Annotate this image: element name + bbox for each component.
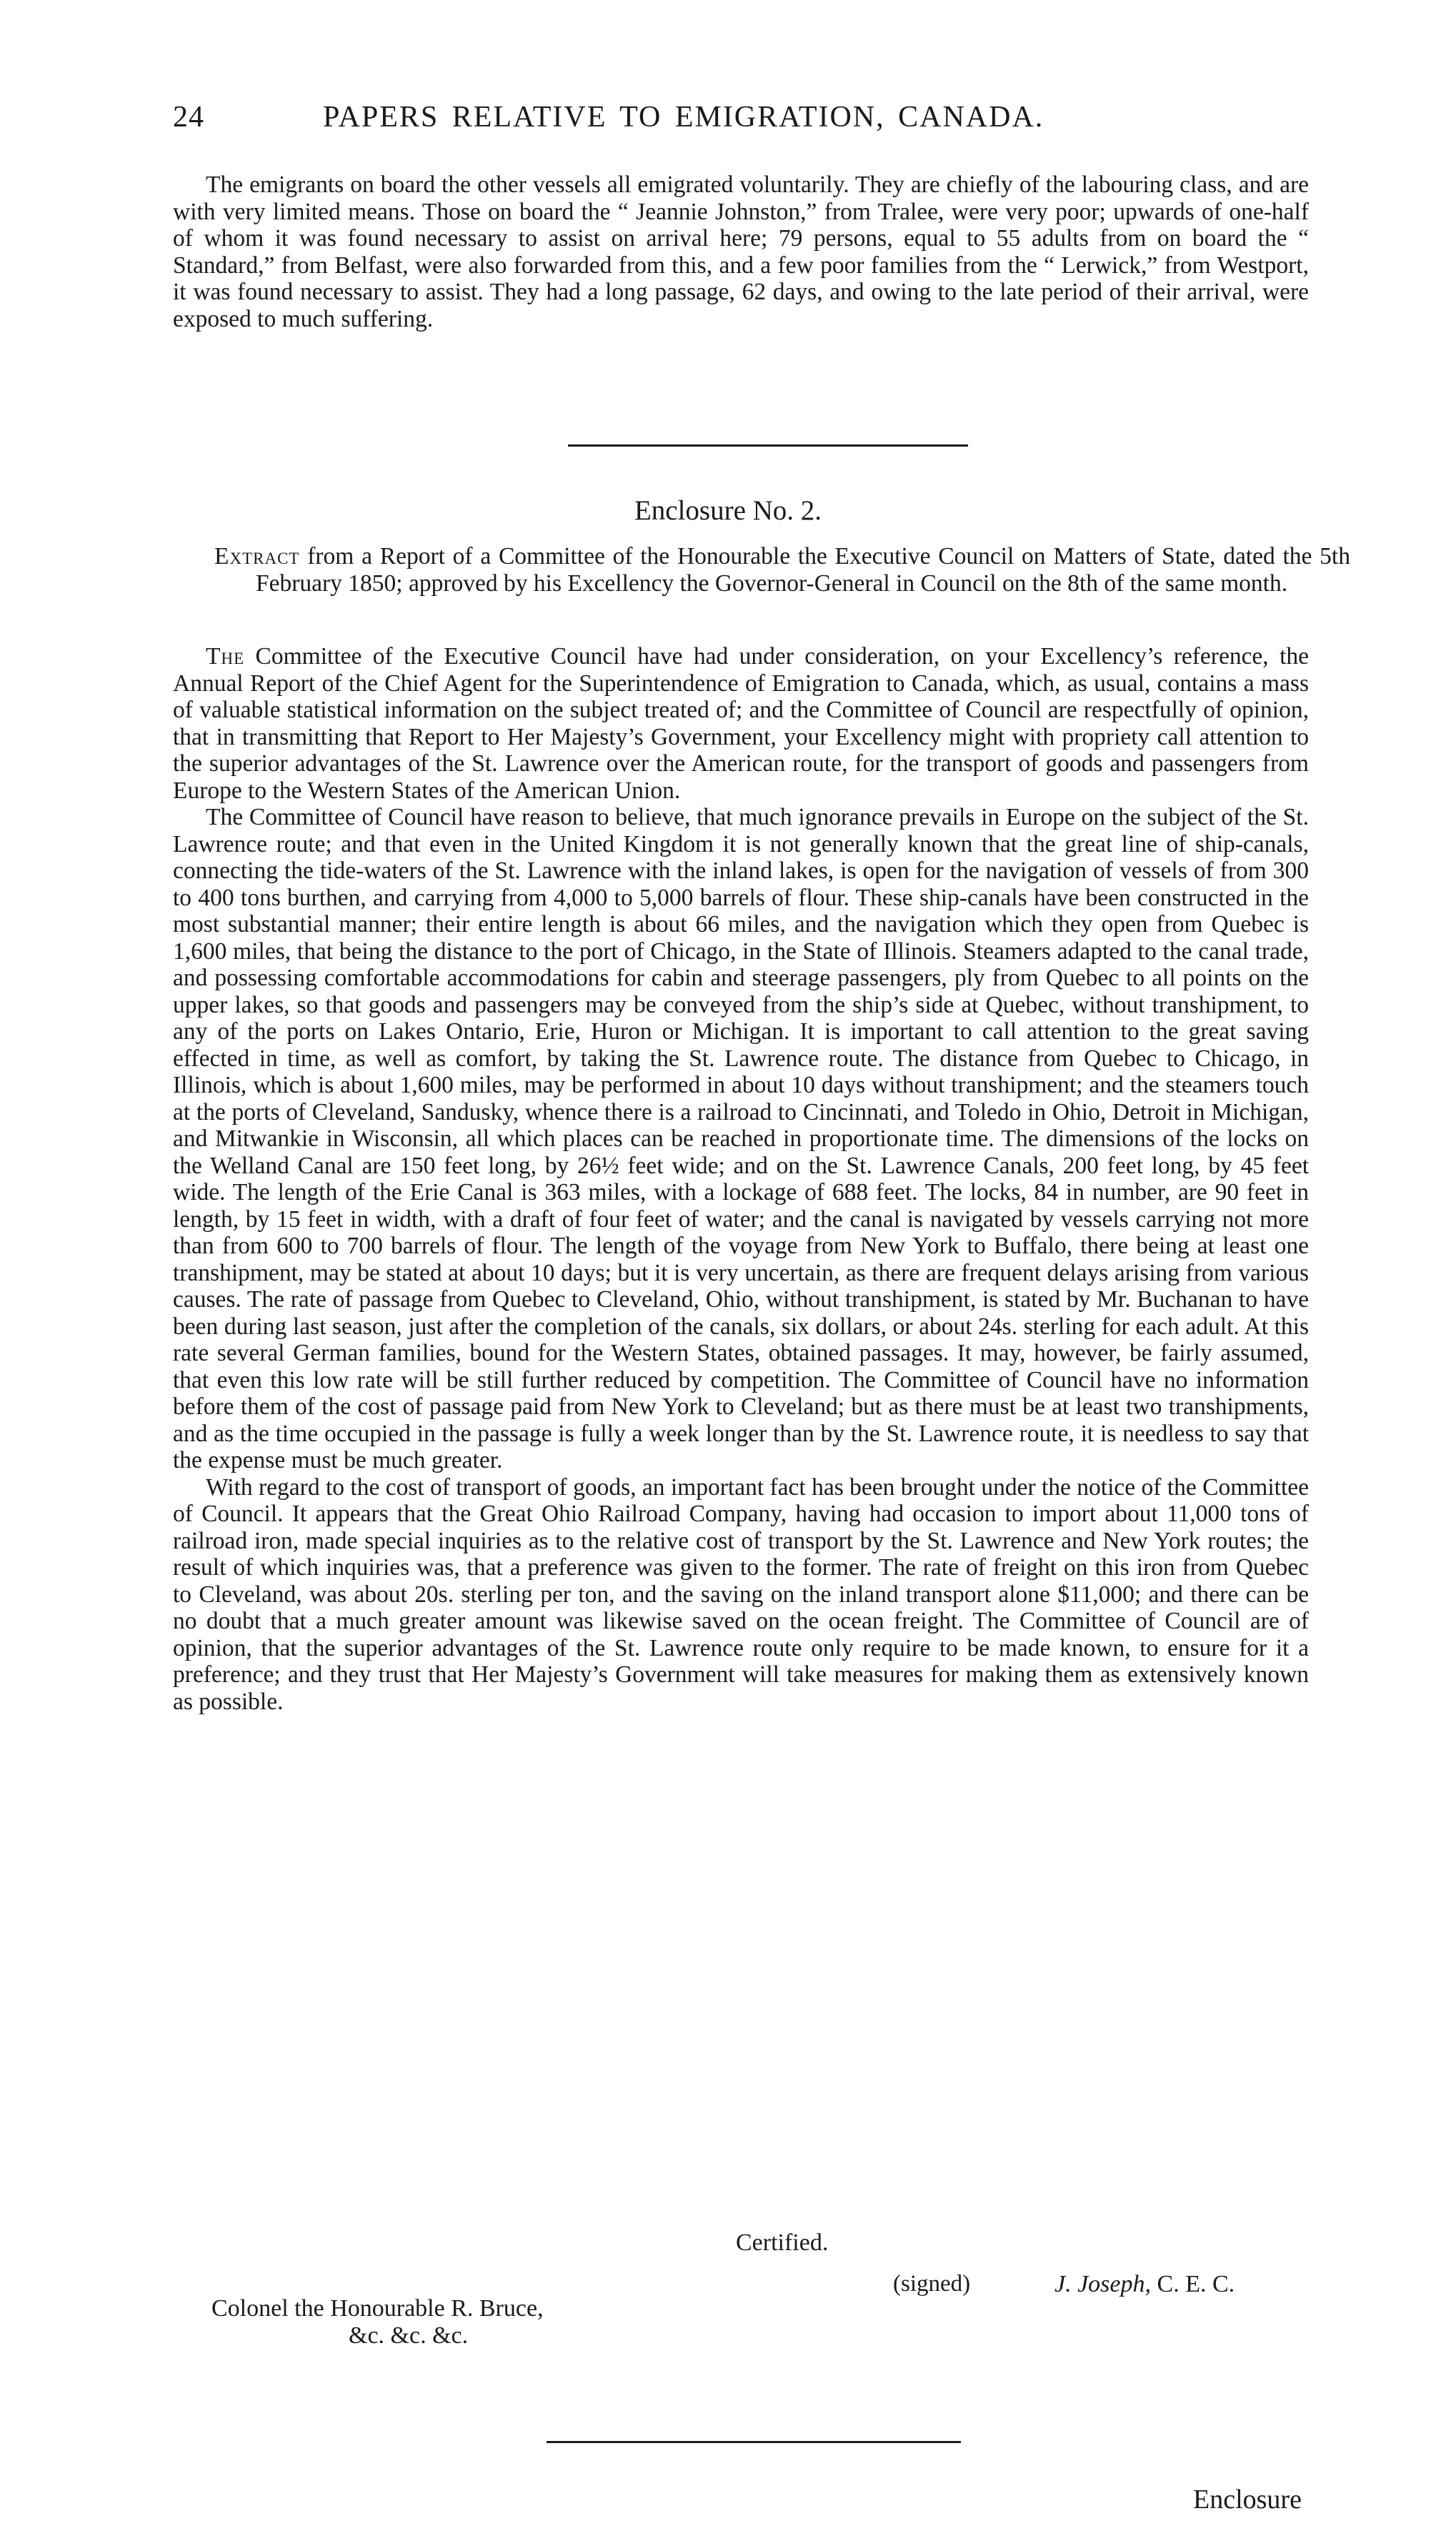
report-paragraph-2: The Committee of Council have reason to believe, that much ignorance prevails in Europe on the subject of the St. Lawrence route; and that even in the United Kingdom it is not generally known that the great line of ship-canals, connecting the tide-waters of the St. Lawrence with the inland lakes, is open for the navigation of vessels of from 300 to 400 tons burthen, and carrying from 4,000 to 5,000 barrels of flour. These ship-canals have been constructed in the most substantial manner; their entire length is about 66 miles, and the navigation which they open from Quebec is 1,600 miles, that being the distance to the port of Chicago, in the State of Illinois. Steamers adapted to the canal trade, and possessing comfortable accommodations for cabin and steerage passengers, ply from Quebec to all points on the upper lakes, so that goods and passengers may be conveyed from the ship’s side at Quebec, without transhipment, to any of the ports on Lakes Ontario, Erie, Huron or Michigan. It is important to call attention to the great saving effected in time, as well as comfort, by taking the St. Lawrence route. The distance from Quebec to Chicago, in Illinois, which is about 1,600 miles, may be performed in about 10 days without transhipment; and the steamers touch at the ports of Cleveland, Sandusky, whence there is a railroad to Cincinnati, and Toledo in Ohio, Detroit in Michigan, and Mitwankie in Wisconsin, all which places can be reached in proportionate time. The dimensions of the locks on the Welland Canal are 150 feet long, by 26½ feet wide; and on the St. Lawrence Canals, 200 feet long, by 45 feet wide. The length of the Erie Canal is 363 miles, with a lockage of 688 feet. The locks, 84 in number, are 90 feet in length, by 15 feet in width, with a draft of four feet of water; and the canal is navigated by vessels carrying not more than from 600 to 700 barrels of flour. The length of the voyage from New York to Buffalo, there being at least one transhipment, may be stated at about 10 days; but it is very uncertain, as there are frequent delays arising from various causes. The rate of passage from Quebec to Cleveland, Ohio, without transhipment, is stated by Mr. Buchanan to have been during last season, just after the completion of the canals, six dollars, or about 24s. sterling for each adult. At this rate several German families, bound for the Western States, obtained passages. It may, however, be fairly assumed, that even this low rate will be still further reduced by competition. The Committee of Council have no information before them of the cost of passage paid from New York to Cleveland; but as there must be at least two transhipments, and as the time occupied in the passage is fully a week longer than by the St. Lawrence route, it is needless to say that the expense must be much greater.: [173, 804, 1309, 1473]
section-divider-bottom: [547, 2441, 961, 2443]
page-header: [173, 100, 1309, 143]
page-number: 24: [173, 101, 204, 134]
running-title: PAPERS RELATIVE TO EMIGRATION, CANADA.: [323, 101, 1044, 134]
extract-text: from a Report of a Committee of the Honourable the Executive Council on Matters of State, dated the 5th February 1850; approved by his Excellency the Governor-General in Council on the 8th of the same month.: [256, 543, 1350, 597]
section-divider: [568, 444, 968, 447]
signatory-name: J. Joseph,: [1054, 2271, 1152, 2297]
intro-paragraph-text: The emigrants on board the other vessels all emigrated voluntarily. They are chiefly of the labouring class, and are with very limited means. Those on board the “ Jeannie Johnston,” from Tralee, were very poor; upwards of one-half of whom it was found necessary to assist on arrival here; 79 persons, equal to 55 adults from on board the “ Standard,” from Belfast, were also forwarded from this, and a few poor families from the “ Lerwick,” from Westport, it was found necessary to assist. They had a long passage, 62 days, and owing to the late period of their arrival, were exposed to much suffering.: [173, 171, 1309, 332]
report-lead-word: The: [206, 643, 245, 670]
signatory-title: C. E. C.: [1151, 2271, 1235, 2297]
addressee-line-2: &c. &c. &c.: [349, 2322, 469, 2349]
report-paragraph-3: With regard to the cost of transport of goods, an important fact has been brought under the notice of the Committee of Council. It appears that the Great Ohio Railroad Company, having had occasion to import about 11,000 tons of railroad iron, made special inquiries as to the relative cost of transport by the St. Lawrence and New York routes; the result of which inquiries was, that a preference was given to the former. The rate of freight on this iron from Quebec to Cleveland, was about 20s. sterling per ton, and the saving on the inland transport alone $11,000; and there can be no doubt that a much greater amount was likewise saved on the ocean freight. The Committee of Council are of opinion, that the superior advantages of the St. Lawrence route only require to be made known, to ensure for it a preference; and they trust that Her Majesty’s Government will take measures for making them as extensively known as possible.: [173, 1473, 1309, 1715]
catchword: Enclosure: [1193, 2485, 1302, 2515]
extract-lead-word: Extract: [214, 543, 300, 570]
certified-label: Certified.: [736, 2229, 829, 2256]
intro-paragraph: [173, 171, 1309, 332]
report-paragraph-1-text: Committee of the Executive Council have had under consideration, on your Excellency’s reference, the Annual Report of the Chief Agent for the Superintendence of Emigration to Canada, which, as usual, contains a mass of valuable statistical information on the subject treated of; and the Committee of Council are respectfully of opinion, that in transmitting that Report to Her Majesty’s Government, your Excellency might with propriety call attention to the superior advantages of the St. Lawrence over the American route, for the transport of goods and passengers from Europe to the Western States of the American Union.: [173, 643, 1309, 804]
signed-label: (signed): [893, 2271, 971, 2297]
extract-paragraph: [214, 543, 1350, 597]
report-paragraph-1: [173, 643, 1309, 804]
report-body: [173, 643, 1309, 1715]
addressee-line-1: Colonel the Honourable R. Bruce,: [211, 2295, 544, 2322]
enclosure-heading: Enclosure No. 2.: [634, 495, 822, 526]
signatory: [1054, 2271, 1235, 2298]
